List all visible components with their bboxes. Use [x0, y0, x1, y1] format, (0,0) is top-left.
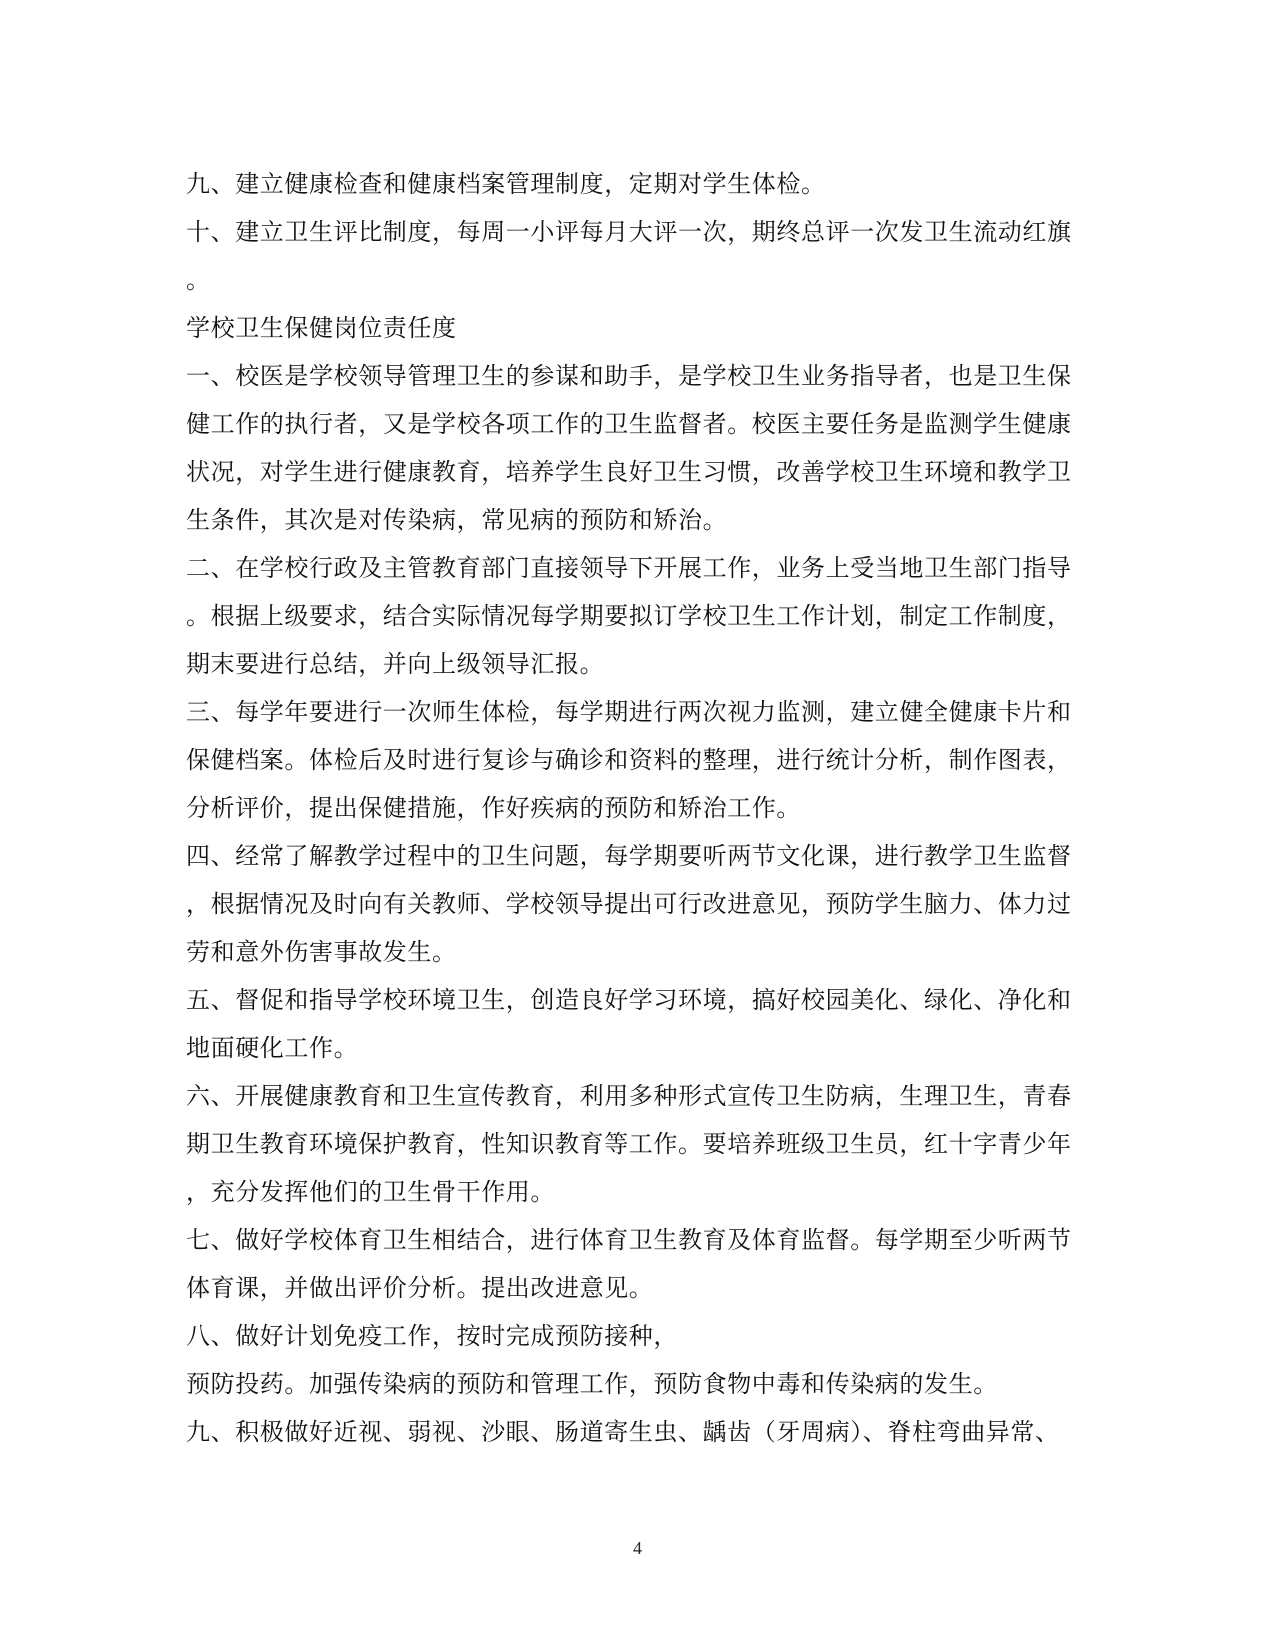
document-body: [186, 160, 1091, 1456]
text-line: 保健档案。体检后及时进行复诊与确诊和资料的整理，进行统计分析，制作图表，: [186, 746, 1072, 774]
text-line: 期末要进行总结，并向上级领导汇报。: [186, 650, 605, 678]
text-line: 预防投药。加强传染病的预防和管理工作，预防食物中毒和传染病的发生。: [186, 1370, 998, 1398]
text-line: 状况，对学生进行健康教育，培养学生良好卫生习惯，改善学校卫生环境和教学卫: [186, 458, 1072, 486]
text-line: 地面硬化工作。: [186, 1034, 359, 1062]
text-line: 十、建立卫生评比制度，每周一小评每月大评一次，期终总评一次发卫生流动红旗: [186, 218, 1072, 246]
text-line: 生条件，其次是对传染病，常见病的预防和矫治。: [186, 506, 728, 534]
text-line: 期卫生教育环境保护教育，性知识教育等工作。要培养班级卫生员，红十字青少年: [186, 1130, 1072, 1158]
text-line: 四、经常了解教学过程中的卫生问题，每学期要听两节文化课，进行教学卫生监督: [186, 842, 1072, 870]
text-line: 八、做好计划免疫工作，按时完成预防接种，: [186, 1322, 678, 1350]
section-heading: 学校卫生保健岗位责任度: [186, 314, 457, 342]
text-line: 。: [186, 266, 211, 294]
text-line: 九、积极做好近视、弱视、沙眼、肠道寄生虫、龋齿（牙周病）、脊柱弯曲异常、: [186, 1418, 1060, 1446]
text-line: 。根据上级要求，结合实际情况每学期要拟订学校卫生工作计划，制定工作制度，: [186, 602, 1072, 630]
text-line: 健工作的执行者，又是学校各项工作的卫生监督者。校医主要任务是监测学生健康: [186, 410, 1072, 438]
page-number: 4: [633, 1538, 642, 1558]
text-line: 分析评价，提出保健措施，作好疾病的预防和矫治工作。: [186, 794, 801, 822]
text-line: 七、做好学校体育卫生相结合，进行体育卫生教育及体育监督。每学期至少听两节: [186, 1226, 1072, 1254]
text-line: 一、校医是学校领导管理卫生的参谋和助手，是学校卫生业务指导者，也是卫生保: [186, 362, 1072, 390]
text-line: 劳和意外伤害事故发生。: [186, 938, 457, 966]
text-line: 体育课，并做出评价分析。提出改进意见。: [186, 1274, 654, 1302]
text-line: 三、每学年要进行一次师生体检，每学期进行两次视力监测，建立健全健康卡片和: [186, 698, 1072, 726]
text-line: 六、开展健康教育和卫生宣传教育，利用多种形式宣传卫生防病，生理卫生，青春: [186, 1082, 1072, 1110]
text-line: 二、在学校行政及主管教育部门直接领导下开展工作，业务上受当地卫生部门指导: [186, 554, 1072, 582]
text-line: 五、督促和指导学校环境卫生，创造良好学习环境，搞好校园美化、绿化、净化和: [186, 986, 1072, 1014]
text-line: ，充分发挥他们的卫生骨干作用。: [186, 1178, 555, 1206]
text-line: ，根据情况及时向有关教师、学校领导提出可行改进意见，预防学生脑力、体力过: [186, 890, 1072, 918]
text-line: 九、建立健康检查和健康档案管理制度，定期对学生体检。: [186, 170, 826, 198]
